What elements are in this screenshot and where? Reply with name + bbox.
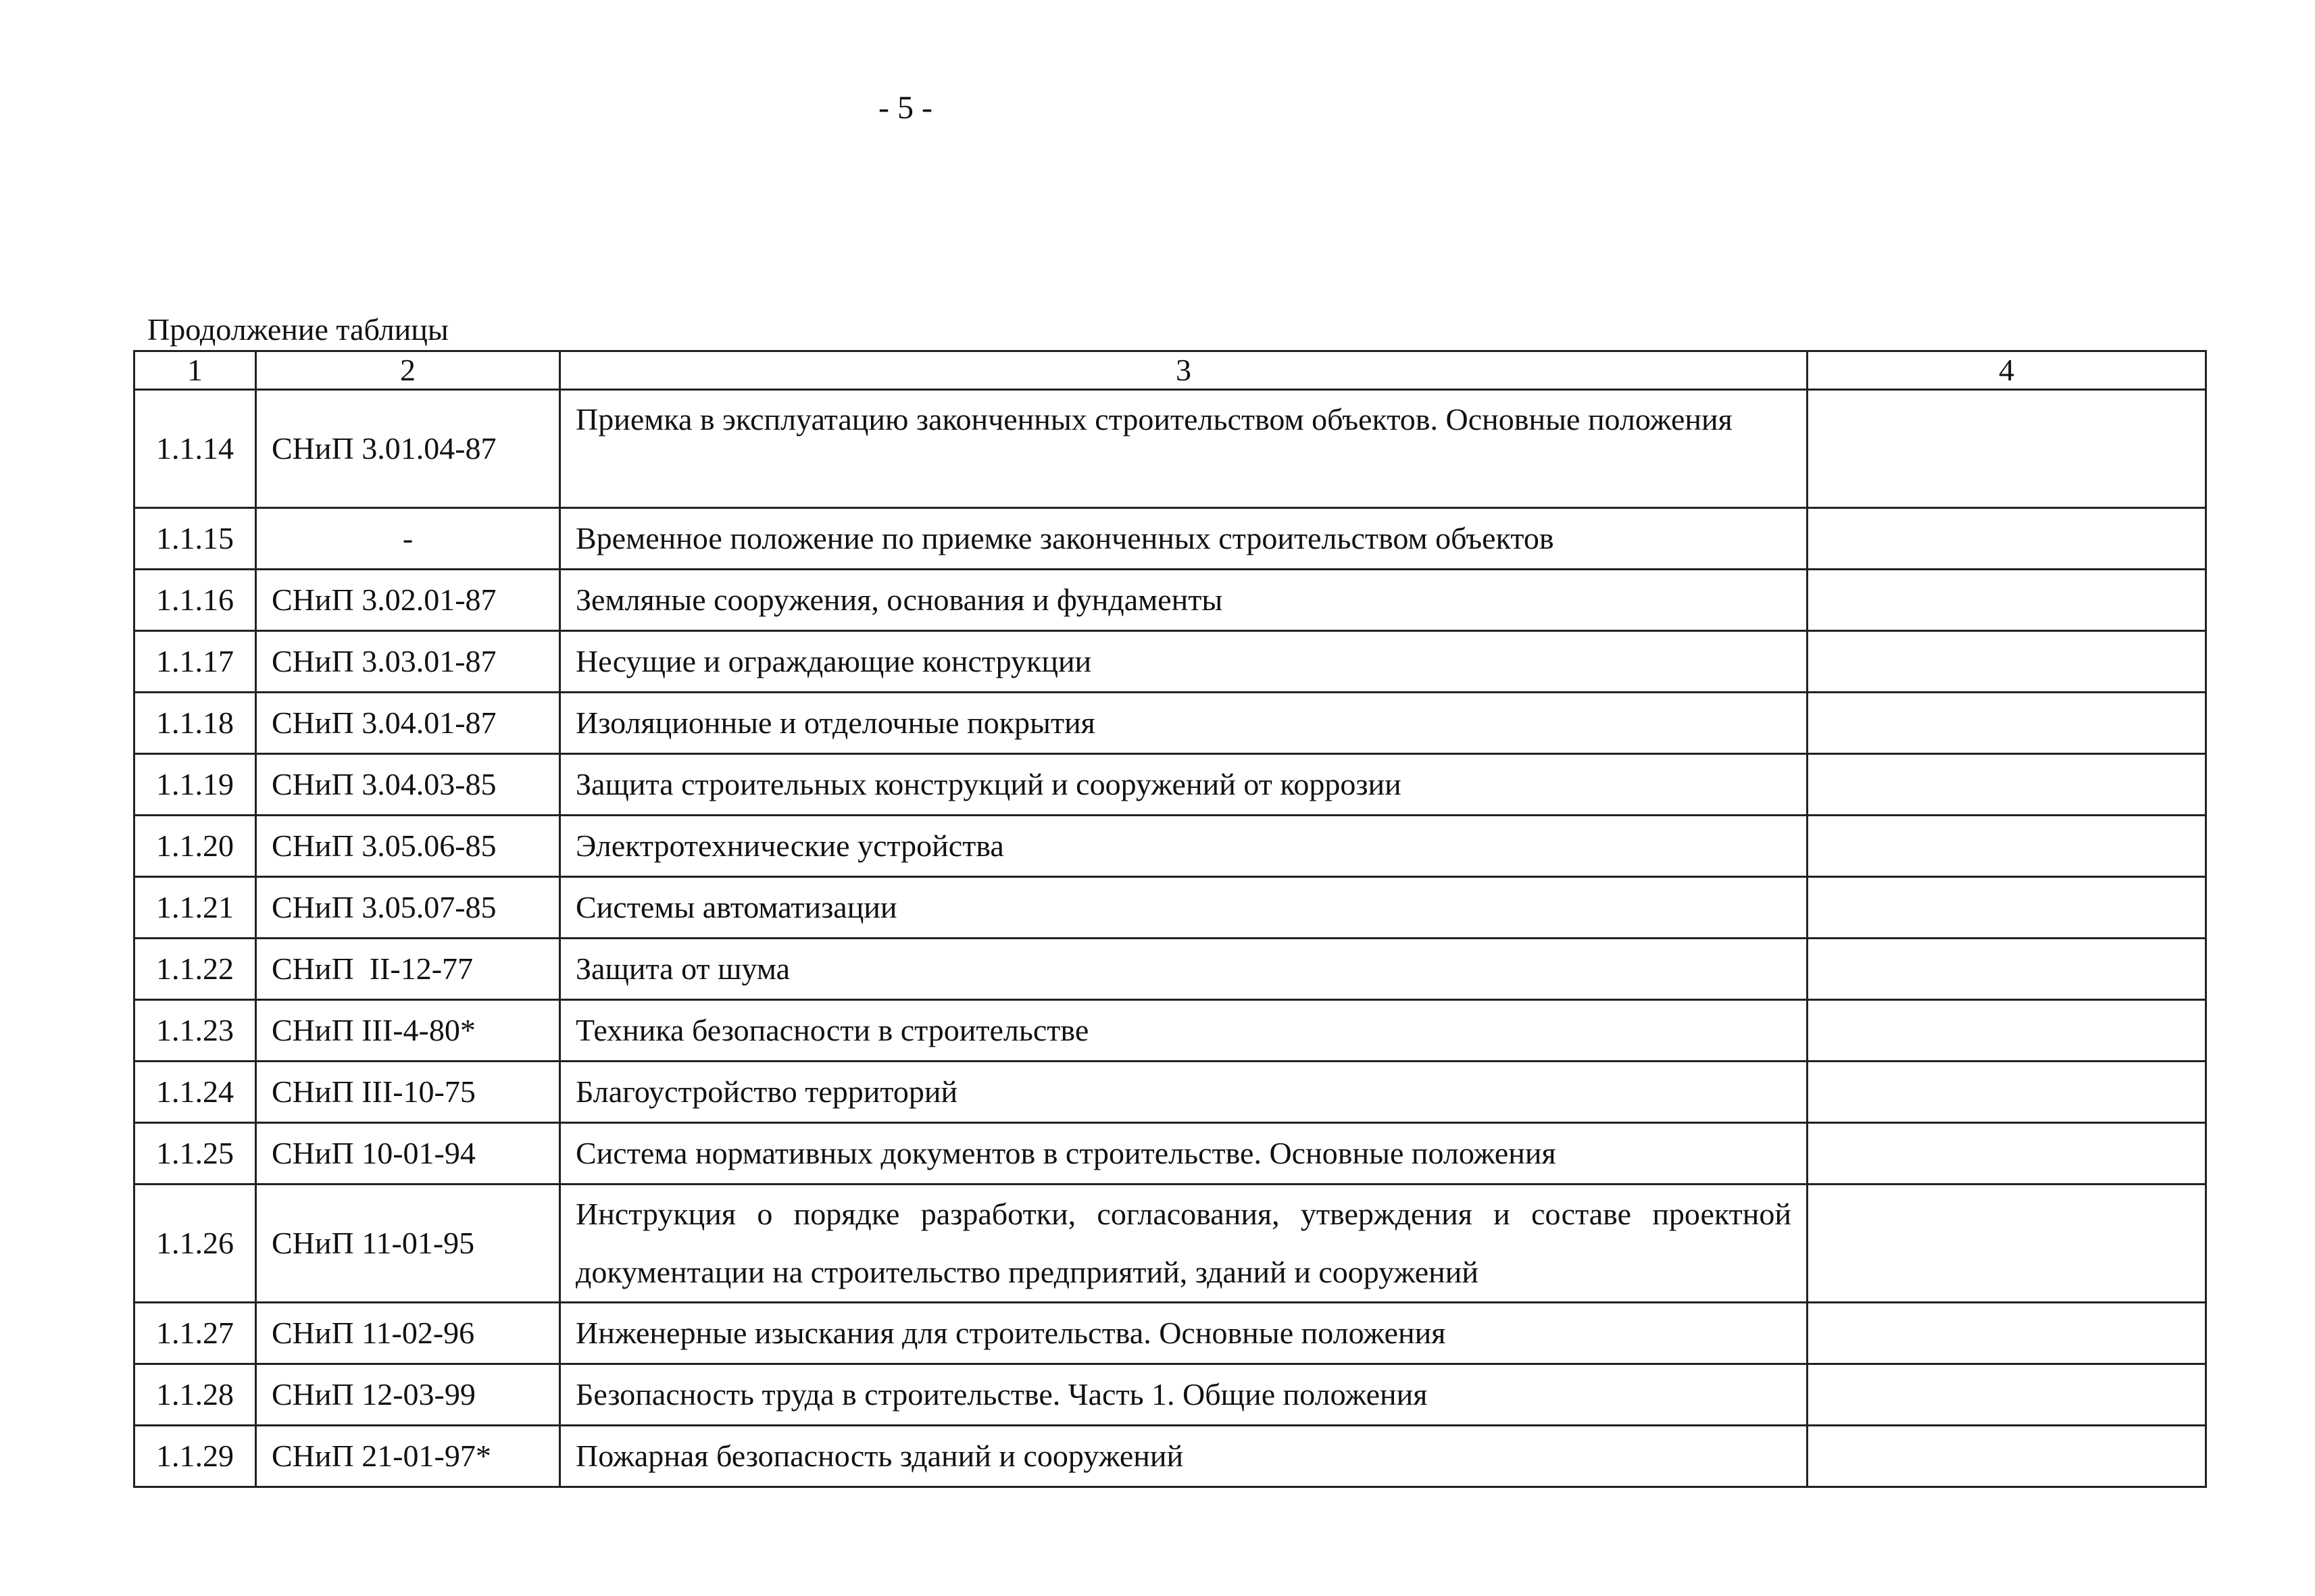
row-number: 1.1.22 bbox=[134, 939, 256, 1000]
document-title: Земляные сооружения, основания и фундаменты bbox=[560, 570, 1808, 631]
table-row bbox=[134, 754, 2206, 816]
table-row bbox=[134, 1426, 2206, 1487]
document-code: СНиП 3.05.06-85 bbox=[256, 816, 560, 877]
document-title: Безопасность труда в строительстве. Часть 1. Общие положения bbox=[560, 1364, 1808, 1426]
row-number: 1.1.26 bbox=[134, 1184, 256, 1303]
document-title: Приемка в эксплуатацию законченных строительством объектов. Основные положения bbox=[560, 390, 1808, 508]
document-code: СНиП 3.04.03-85 bbox=[256, 754, 560, 816]
row-number: 1.1.15 bbox=[134, 508, 256, 570]
table-row bbox=[134, 1184, 2206, 1303]
document-code: СНиП III-4-80* bbox=[256, 1000, 560, 1062]
table-row bbox=[134, 1123, 2206, 1184]
table-row bbox=[134, 508, 2206, 570]
document-title: Защита строительных конструкций и сооружений от коррозии bbox=[560, 754, 1808, 816]
document-code: СНиП II-12-77 bbox=[256, 939, 560, 1000]
document-code: СНиП 21-01-97* bbox=[256, 1426, 560, 1487]
document-title: Благоустройство территорий bbox=[560, 1062, 1808, 1123]
table-row bbox=[134, 570, 2206, 631]
document-title: Инженерные изыскания для строительства. Основные положения bbox=[560, 1303, 1808, 1364]
table-row bbox=[134, 939, 2206, 1000]
table-row bbox=[134, 693, 2206, 754]
document-title: Пожарная безопасность зданий и сооружений bbox=[560, 1426, 1808, 1487]
column-header: 2 bbox=[256, 351, 560, 390]
row-number: 1.1.17 bbox=[134, 631, 256, 693]
row-note bbox=[1808, 390, 2206, 508]
table-row bbox=[134, 390, 2206, 508]
document-code: СНиП 3.03.01-87 bbox=[256, 631, 560, 693]
document-code: СНиП 12-03-99 bbox=[256, 1364, 560, 1426]
row-note bbox=[1808, 1426, 2206, 1487]
row-number: 1.1.24 bbox=[134, 1062, 256, 1123]
table-header-row bbox=[134, 351, 2206, 390]
row-number: 1.1.14 bbox=[134, 390, 256, 508]
row-number: 1.1.27 bbox=[134, 1303, 256, 1364]
document-title: Инструкция о порядке разработки, согласования, утверждения и составе проектной документации на строительство предприятий, зданий и сооружений bbox=[560, 1184, 1808, 1303]
table-row bbox=[134, 631, 2206, 693]
document-title: Защита от шума bbox=[560, 939, 1808, 1000]
document-code: СНиП 10-01-94 bbox=[256, 1123, 560, 1184]
standards-table bbox=[133, 350, 2207, 1488]
row-note bbox=[1808, 1184, 2206, 1303]
row-number: 1.1.16 bbox=[134, 570, 256, 631]
column-header: 3 bbox=[560, 351, 1808, 390]
row-number: 1.1.20 bbox=[134, 816, 256, 877]
document-title: Электротехнические устройства bbox=[560, 816, 1808, 877]
table-row bbox=[134, 1000, 2206, 1062]
row-note bbox=[1808, 570, 2206, 631]
document-code: СНиП 3.02.01-87 bbox=[256, 570, 560, 631]
table-row bbox=[134, 877, 2206, 939]
table-row bbox=[134, 1062, 2206, 1123]
document-code: - bbox=[256, 508, 560, 570]
table-row bbox=[134, 816, 2206, 877]
row-number: 1.1.19 bbox=[134, 754, 256, 816]
row-note bbox=[1808, 631, 2206, 693]
row-note bbox=[1808, 754, 2206, 816]
row-note bbox=[1808, 1123, 2206, 1184]
row-number: 1.1.18 bbox=[134, 693, 256, 754]
row-note bbox=[1808, 693, 2206, 754]
document-code: СНиП 3.01.04-87 bbox=[256, 390, 560, 508]
document-title: Системы автоматизации bbox=[560, 877, 1808, 939]
row-number: 1.1.28 bbox=[134, 1364, 256, 1426]
column-header: 1 bbox=[134, 351, 256, 390]
document-title: Система нормативных документов в строительстве. Основные положения bbox=[560, 1123, 1808, 1184]
row-note bbox=[1808, 816, 2206, 877]
row-note bbox=[1808, 877, 2206, 939]
row-number: 1.1.29 bbox=[134, 1426, 256, 1487]
document-code: СНиП III-10-75 bbox=[256, 1062, 560, 1123]
document-code: СНиП 3.05.07-85 bbox=[256, 877, 560, 939]
document-title: Изоляционные и отделочные покрытия bbox=[560, 693, 1808, 754]
document-title: Временное положение по приемке законченных строительством объектов bbox=[560, 508, 1808, 570]
row-number: 1.1.23 bbox=[134, 1000, 256, 1062]
table-caption: Продолжение таблицы bbox=[147, 312, 449, 347]
document-title: Техника безопасности в строительстве bbox=[560, 1000, 1808, 1062]
table-row bbox=[134, 1303, 2206, 1364]
row-note bbox=[1808, 1000, 2206, 1062]
document-title: Несущие и ограждающие конструкции bbox=[560, 631, 1808, 693]
table-row bbox=[134, 1364, 2206, 1426]
document-code: СНиП 11-01-95 bbox=[256, 1184, 560, 1303]
document-code: СНиП 11-02-96 bbox=[256, 1303, 560, 1364]
row-note bbox=[1808, 939, 2206, 1000]
row-note bbox=[1808, 1062, 2206, 1123]
column-header: 4 bbox=[1808, 351, 2206, 390]
row-note bbox=[1808, 1303, 2206, 1364]
page-number: - 5 - bbox=[878, 90, 932, 126]
row-number: 1.1.21 bbox=[134, 877, 256, 939]
row-note bbox=[1808, 508, 2206, 570]
row-number: 1.1.25 bbox=[134, 1123, 256, 1184]
row-note bbox=[1808, 1364, 2206, 1426]
document-code: СНиП 3.04.01-87 bbox=[256, 693, 560, 754]
